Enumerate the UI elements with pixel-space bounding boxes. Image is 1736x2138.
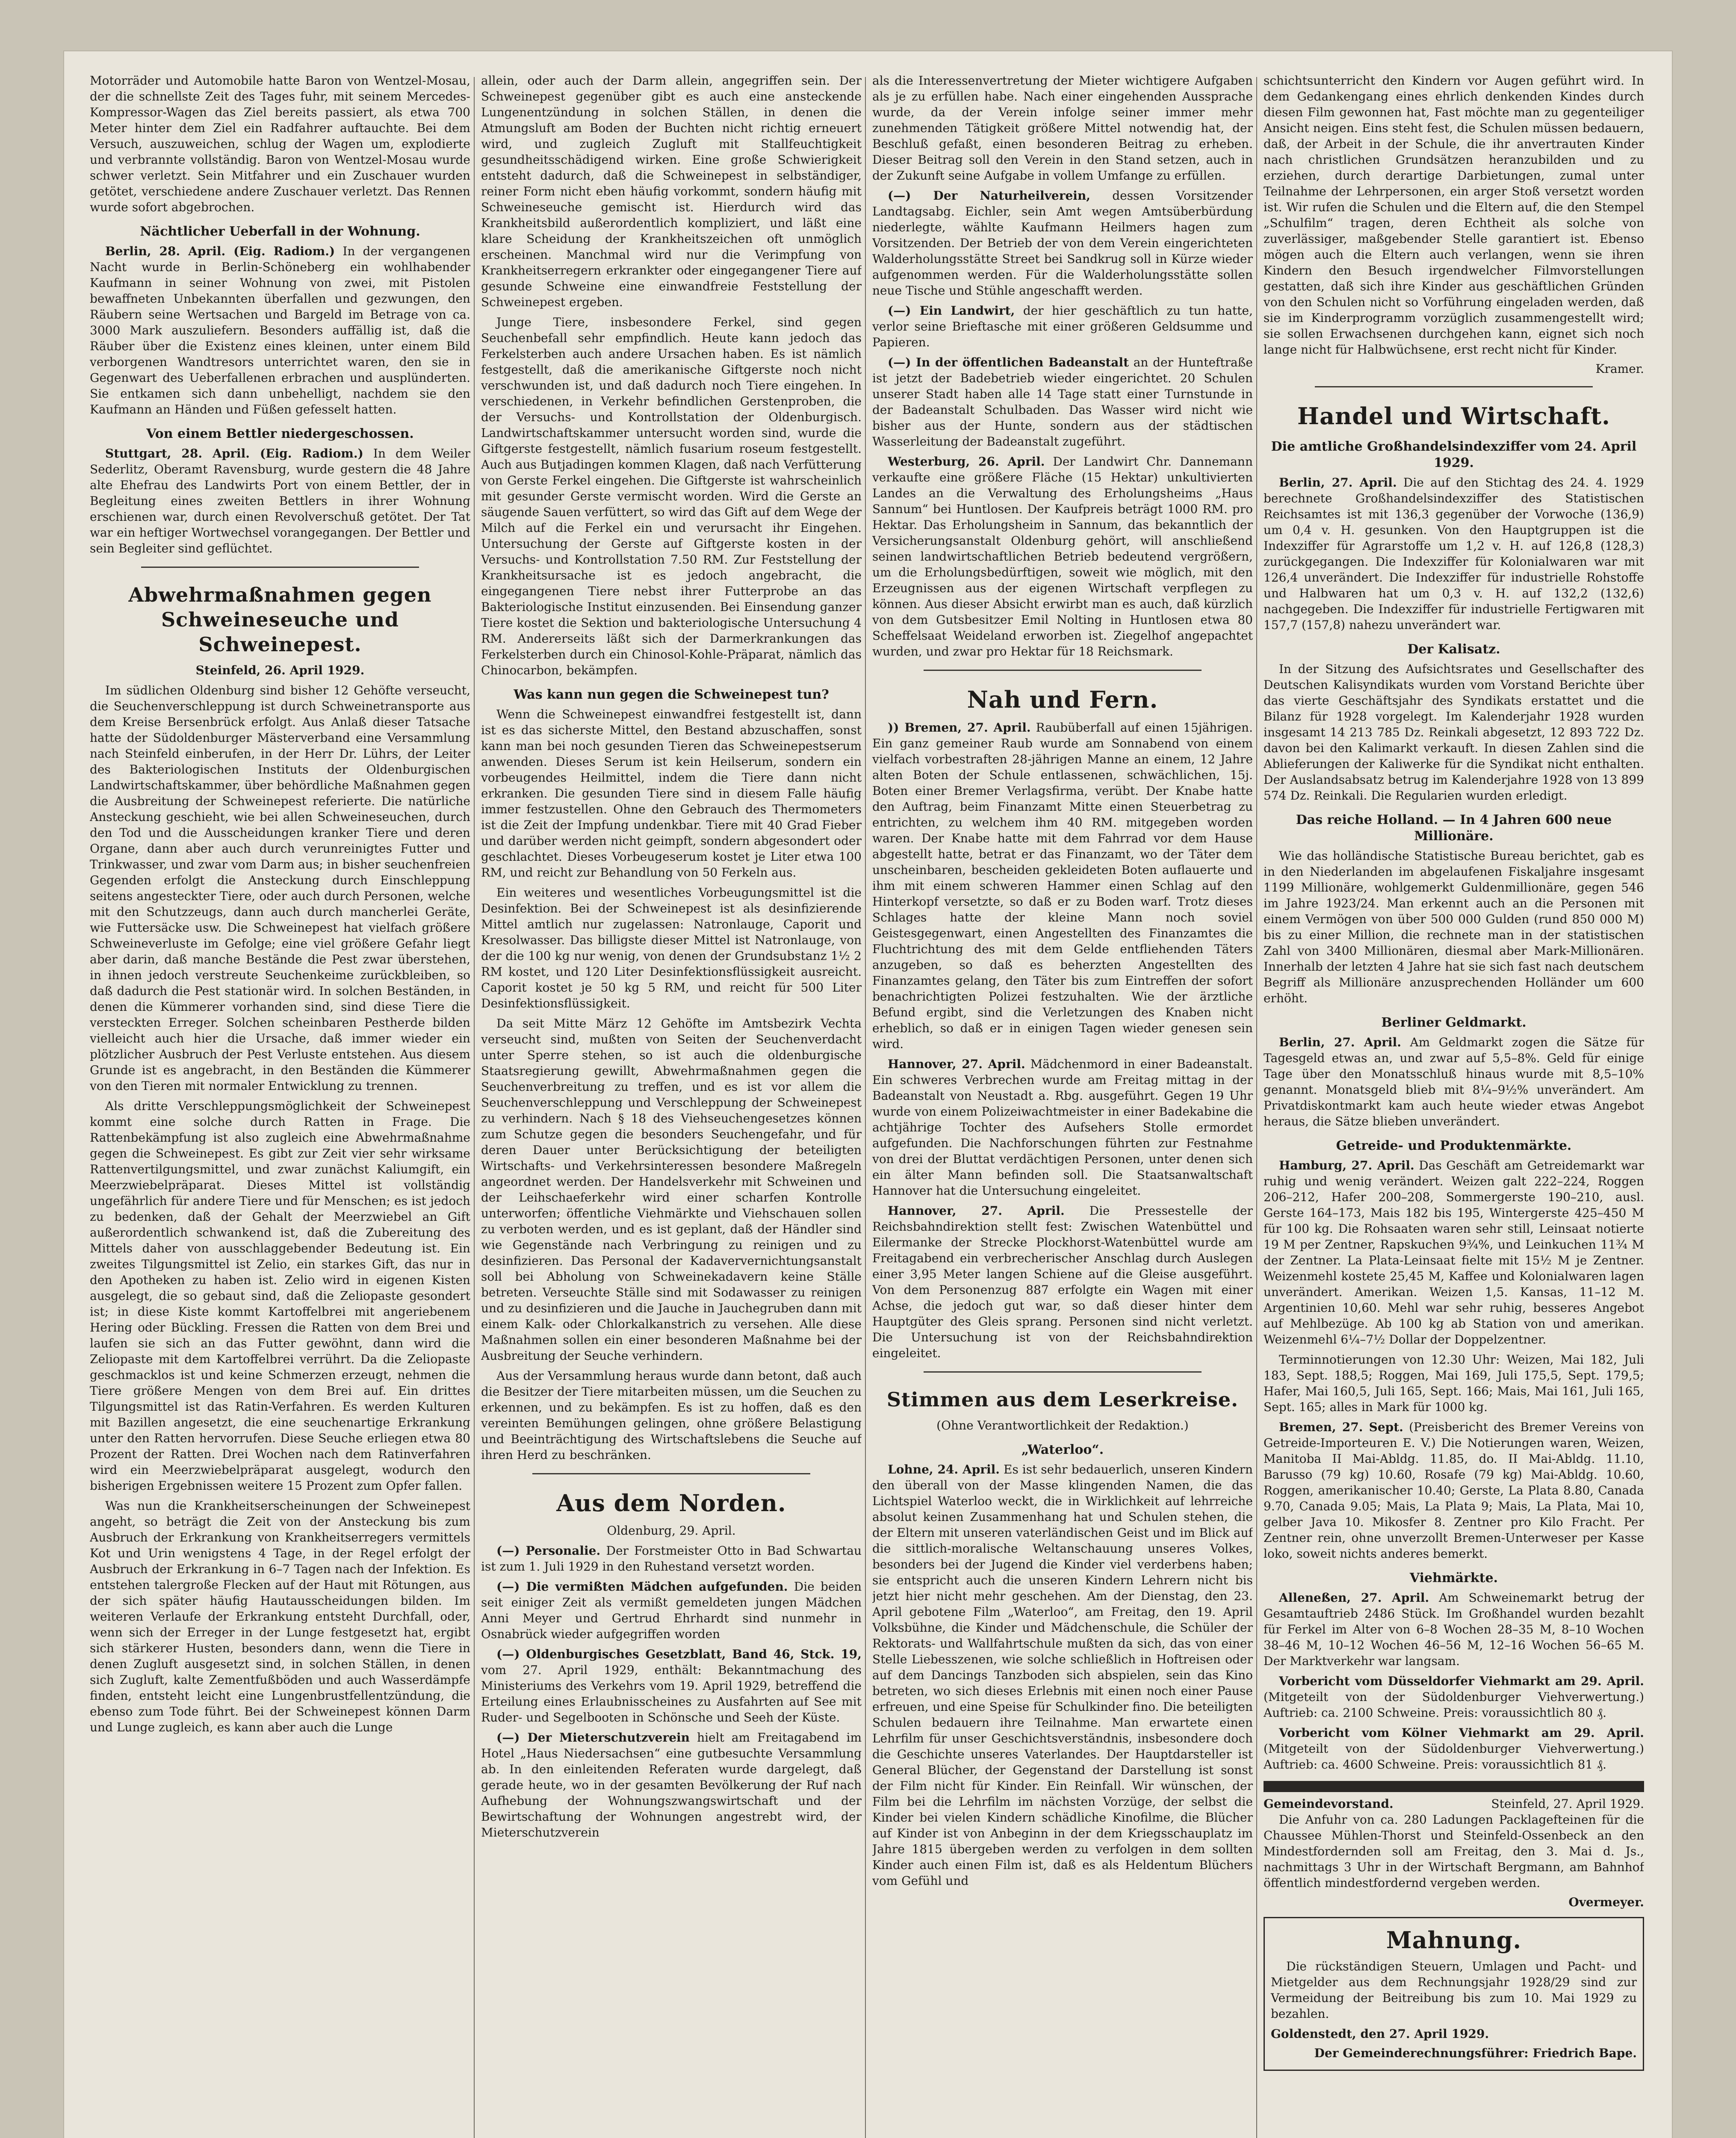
item-lead: (—) Der Mieterschutzverein [496, 1730, 690, 1745]
article-paragraph [1264, 1590, 1644, 1669]
notice-text: Die Anfuhr von ca. 280 Ladungen Packlagefteinen für die Chaussee Mühlen-Thorst und Steinfeld-Ossenbeck an den Mindestfordernden soll am Freitag, den 3. Mai d. Js., nachmittags 3 Uhr in der Wirtschaft Bergmann, am Bahnhof öffentlich mindestfordernd vergeben werden. [1264, 1813, 1644, 1890]
notice-mahnung [1264, 1917, 1644, 2071]
article-text: In dem Weiler Sederlitz, Oberamt Ravensburg, wurde gestern die 48 Jahre alte Ehefrau des Landwirts Port von einem Bettler, der in Begleitung eines zweiten Bettlers in ihrer Wohnung erschienen war, durch einen Revolverschuß getötet. Der Tat war ein heftiger Wortwechsel vorangegangen. Der Bettler und sein Begleiter sind geflüchtet. [90, 446, 470, 555]
article-paragraph: Wenn die Schweinepest einwandfrei festgestellt ist, dann ist es das sicherste Mittel, den Bestand abzuschaffen, sonst kann man bei noch gesunden Tieren das Schweinepestserum anwenden. Dieses Serum ist kein Heilserum, sondern ein vorbeugendes Heilmittel, indem die Tiere dann nicht erkranken. Die gesunden Tiere sind in diesem Falle häufig immer festzustellen. Ohne den Gebrauch des Thermometers ist die Zeit der Impfung undenkbar. Tiere mit 40 Grad Fieber und darüber werden nicht geimpft, sondern abgesondert oder geschlachtet. Dieses Vorbeugeserum kostet je Liter etwa 100 RM, und reicht zur Behandlung von 50 Ferkeln aus. [481, 707, 862, 880]
signature: Kramer. [1595, 362, 1644, 376]
dateline: Oldenburg, 29. April. [607, 1524, 736, 1538]
article-paragraph [1264, 1419, 1644, 1562]
article-text: Die beiden seit einiger Zeit als vermißt gemeldeten jungen Mädchen Anni Meyer und Gertrud Ehrhardt sind nunmehr in Osnabrück wieder aufgegriffen worden [481, 1580, 862, 1641]
article-text: (Mitgeteilt von der Südoldenburger Viehverwertung.) Auftrieb: ca. 4600 Schweine. Preis: voraussichtlich 81 ₰. [1264, 1742, 1644, 1772]
dateline: Berlin, 27. April. [1279, 475, 1397, 490]
article-paragraph [1264, 1725, 1644, 1772]
article-paragraph [481, 1646, 862, 1725]
dateline: Bremen, 27. Sept. [1279, 1420, 1403, 1434]
article-text: Es ist sehr bedauerlich, unseren Kindern den überall von der Masse klingenden Namen, die das Lichtspiel Waterloo weckt, die in Wirklichkeit auf lehrreiche absolut keinen Zusammenhang hat und Schulen stehen, die der Eltern mit unseren vaterländischen Geist und im Blick auf die sittlich-moralische Weltanschauung unseres Volkes, besonders bei der Jugend die Kinder viel verderbens haben; sie entspricht auch die unseren Kindern Lehrern nicht bis jetzt hier nicht mehr geschehen. Am der Dienstag, den 23. April gebotene Film „Waterloo“, am Freitag, den 19. April Volksbühne, die Kinder und Mädchenschule, die Schüler der Rektorats- und Wallfahrtschule mußten da sich, das von einer Stelle Liebesszenen, wie solche schließlich in Hoftreisen oder auf dem Dancings Tanzboden sich abspielen, sein das Kino betreten, wo sich dieses Erlebnis mit einen noch einer Pause erfreuen, und eine Speise für Schulkinder fino. Die beteiligten Schulen bedauern ihre Teilnahme. Man erwartete einen Lehrfilm für unser Geschichtsverständnis, insbesondere doch die Geschichte unseres Vaterlandes. Der Hauptdarsteller ist General Blücher, der Gegenstand der Darstellung ist sonst der Film nicht für Kinder. Ein Reinfall. Wir wünschen, der Film bei die Lehrfilm im nächsten Vorzüge, der selbst die Kinder bei vielen Kindern schädliche Kinofilme, die Blücher auf Kinder ist von Anbeginn in der dem Kriegsschauplatz im Jahre 1815 übergeben werden zu verfolgen in dem sollten Kinder auch einen Film ist, daß es als Heldentum Blüchers vom Gefühl und [872, 1462, 1253, 1888]
article-paragraph: Aus der Versammlung heraus wurde dann betont, daß auch die Besitzer der Tiere mitarbeiten müssen, um die Seuchen zu erkennen, und zu bekämpfen. Es ist zu hoffen, daß es den vereinten Bemühungen gelingen, ohne größere Belastigung und Beeinträchtigung des Wirtschaftslebens die Seuche auf ihren Herd zu beschränken. [481, 1369, 862, 1462]
article-paragraph [90, 446, 470, 556]
article-paragraph [1264, 1158, 1644, 1347]
newspaper-page [64, 51, 1672, 2138]
article-text: an der Hunteftraße ist jetzt der Badebetrieb wieder eingerichtet. 20 Schulen unserer Stadt haben alle 14 Tage statt einer Turnstunde in der Badeanstalt Schulbaden. Das Wasser wird nicht wie bisher aus der Hunte, sondern aus der städtischen Wasserleitung der Badeanstalt zugeführt. [872, 355, 1253, 449]
article-text: Der Forstmeister Otto in Bad Schwartau ist zum 1. Juli 1929 in den Ruhestand versetzt worden. [481, 1544, 862, 1574]
article-paragraph [90, 243, 470, 417]
column-3 [872, 73, 1253, 2138]
article-paragraph [1264, 475, 1644, 633]
dateline: Steinfeld, 26. April 1929. [195, 663, 365, 677]
article-paragraph: Da seit Mitte März 12 Gehöfte im Amtsbezirk Vechta verseucht sind, mußten von Seiten der Seuchenverdacht unter Sperre stehen, so ist auch die oldenburgische Staatsregierung gewillt, Abwehrmaßnahmen gegen die Seuchenverbreitung zu treffen, und es ist vor allem die Seuchenverschleppung und Verschleppung der Schweinepest zu verhindern. Nach § 18 des Viehseuchengesetzes können zum Schutze gegen die besonders Seuchengefahr, und für deren Dauer unter Berücksichtigung der beteiligten Wirtschafts- und Verkehrsinteressen besondere Maßregeln angeordnet werden. Der Handelsverkehr mit Schweinen und der Leihschaeferkehr wird einer scharfen Kontrolle unterworfen; öffentliche Viehmärkte und Viehschauen sollen zu verboten werden, und es ist geplant, daß der Händler sind wie Gegenstände nach Verbringung zu reinigen und zu desinfizieren. Das Personal der Kadaververnichtungsanstalt soll bei Abholung von Schweinekadavern keine Ställe betreten. Verseuchte Ställe sind mit Sodawasser zu reinigen und zu desinfizieren und die Jauche in Jauchegruben dann mit einem Kalk- oder Chlorkalkanstrich zu versehen. Alle diese Maßnahmen sollen ein einer besonderen Maßnahme bei der Ausbreitung der Seuche verhindern. [481, 1016, 862, 1363]
column-1 [90, 73, 470, 2138]
article-text: der hier geschäftlich zu tun hatte, verlor seine Brieftasche mit einer größeren Geldsumme und Papieren. [872, 304, 1253, 349]
article-text: dessen Vorsitzender Landtagsabg. Eichler, sein Amt wegen Amtsüberbürdung niederlegte, wählte Kaufmann Heilmers hagen zum Vorsitzenden. Der Betrieb der von dem Verein eingerichteten Walderholungsstätte Street bei Sandkrug soll in Kürze wieder aufgenommen werden. Für die Walderholungsstätte sollen neue Tische und Stühle angeschafft werden. [872, 189, 1253, 298]
notice-headline: Mahnung. [1386, 1926, 1522, 1954]
section-headline: Abwehrmaßnahmen gegen Schweineseuche und Schweinepest. [128, 583, 432, 656]
article-paragraph: In der Sitzung des Aufsichtsrates und Gesellschafter des Deutschen Kalisyndikats wurden vom Vorstand Berichte über das vierte Geschäftsjahr des Syndikats erstattet und die Bilanz für 1928 vorgelegt. Im Kalenderjahr 1928 wurden insgesamt 14 213 785 Dz. Reinkali abgesetzt, 12 893 722 Dz. davon bei den Kalimarkt verkauft. In diesen Zahlen sind die Ablieferungen der Kaliwerke für die Syndikat nicht enthalten. Der Auslandsabsatz betrug im Kalenderjahre 1928 von 13 899 574 Dz. Reinkali. Die Regularien wurden erledigt. [1264, 662, 1644, 803]
dateline: Hamburg, 27. April. [1279, 1158, 1414, 1172]
article-paragraph [872, 1203, 1253, 1361]
article-paragraph: Wie das holländische Statistische Bureau berichtet, gab es in den Niederlanden im abgelaufenen Fiskaljahre insgesamt 1199 Millionäre, wohlgemerkt Guldenmillionäre, gegen 546 im Jahre 1923/24. Man erkennt auch an die Personen mit einem Vermögen von über 500 000 Gulden (rund 850 000 M) bis zu einer Million, die rechnete man in der statistischen Zahl von 3400 Millionären, diesmal aber Mark-Millionären. Innerhalb der letzten 4 Jahre hat sie sich fast nach deutschem Begriff als Millionäre anzusprechenden Holländer um 600 erhöht. [1264, 849, 1644, 1005]
article-headline: Viehmärkte. [1409, 1571, 1498, 1586]
article-paragraph [872, 1056, 1253, 1199]
article-paragraph [1264, 1673, 1644, 1721]
section-divider [924, 1371, 1202, 1373]
article-text: Mädchenmord in einer Badeanstalt. Ein schweres Verbrechen wurde am Freitag mittag in der Badeanstalt von Neustadt a. Rbg. ausgeführt. Gegen 19 Uhr wurde von einem Polizeiwachtmeister in einer Badekabine die achtjährige Tochter des Aufsehers Stolle ermordet aufgefunden. Die Nachforschungen führten zur Festnahme von drei der Bluttat verdächtigen Personen, unter denen sich ein älter Mann befinden soll. Die Staatsanwaltschaft Hannover hat die Untersuchung eingeleitet. [872, 1057, 1253, 1198]
article-text: Der Landwirt Chr. Dannemann verkaufte eine größere Fläche (15 Hektar) unkultivierten Landes an die Verwaltung des Erholungsheims „Haus Sannum“ bei Huntlosen. Der Kaufpreis beträgt 1000 RM. pro Hektar. Das Erholungsheim in Sannum, das bekanntlich der Versicherungsanstalt Oldenburg gehört, will anschließend seinen landwirtschaftlichen Betrieb bedeutend vergrößern, um die Erholungsbedürftigen, soweit wie möglich, mit den Erzeugnissen aus der eigenen Wirtschaft verpflegen zu können. Aus dieser Absicht erwirbt man es auch, daß kürzlich von dem Gutsbesitzer Emil Nolting in Huntlosen etwa 80 Scheffelsaat Weideland erworben ist. Ziegelhof angepachtet wurden, und zwar pro Hektar für 18 Reichsmark. [872, 455, 1253, 659]
article-paragraph: Motorräder und Automobile hatte Baron von Wentzel-Mosau, der die schnellste Zeit des Tages fuhr, mit seinem Mercedes-Kompressor-Wagen das Ziel bereits passiert, als etwa 700 Meter hinter dem Ziel ein Radfahrer auftauchte. Bei dem Versuch, auszuweichen, schlug der Wagen um, explodierte und verbrannte vollständig. Baron von Wentzel-Mosau wurde schwer verletzt. Sein Mitfahrer und ein Zuschauer wurden getötet, verschiedene andere Zuschauer verletzt. Das Rennen wurde sofort abgebrochen. [90, 74, 470, 214]
article-headline: Von einem Bettler niedergeschossen. [146, 426, 414, 441]
article-text: (Mitgeteilt von der Südoldenburger Viehverwertung.) Auftrieb: ca. 2100 Schweine. Preis: voraussichtlich 80 ₰. [1264, 1690, 1644, 1720]
notice-bar [1264, 1781, 1644, 1792]
article-text: Am Schweinemarkt betrug der Gesamtauftrieb 2486 Stück. Im Großhandel wurden bezahlt für Ferkel im Alter von 6–8 Wochen 28–35 M, 8–10 Wochen 38–46 M, 10–12 Wochen 46–56 M, 12–16 Wochen 56–65 M. Der Marktverkehr war langsam. [1264, 1591, 1644, 1668]
item-lead: (—) Ein Landwirt, [888, 304, 1015, 318]
notice-date: Goldenstedt, den 27. April 1929. [1271, 2027, 1489, 2041]
article-paragraph: allein, oder auch der Darm allein, angegriffen sein. Der Schweinepest gegenüber gibt es auch eine ansteckende Lungenentzündung in solchen Ställen, in denen die Atmungsluft am Boden der Buchten nicht richtig erneuert wird, und zugleich Zugluft mit Stallfeuchtigkeit gesundheitsschädigend wirken. Eine große Schwierigkeit entsteht dadurch, daß die Schweinepest in selbständiger, reiner Form nicht eben häufig vorkommt, sondern häufig mit Schweineseuche gemischt ist. Hierdurch wird das Krankheitsbild außerordentlich kompliziert, und läßt eine klare Scheidung der Krankheitszeichen oft unmöglich erscheinen. Manchmal wird nur die Verimpfung von Krankheitserregern erkrankter oder eingegangener Tiere auf gesunde Schweine eine einwandfreie Feststellung der Schweinepest ergeben. [481, 74, 862, 309]
article-paragraph: als die Interessenvertretung der Mieter wichtigere Aufgaben als je zu erfüllen habe. Nach einer eingehenden Aussprache wurde, da der Verein infolge seiner immer mehr zunehmenden Tätigkeit größere Mittel notwendig hat, der Beschluß gefaßt, einen besonderen Beitrag zu erheben. Dieser Beitrag soll den Verein in den Stand setzen, auch in der Zukunft seine Aufgabe in vollem Umfange zu erfüllen. [872, 74, 1253, 183]
article-paragraph [872, 454, 1253, 659]
section-headline: Stimmen aus dem Leserkreise. [886, 1388, 1239, 1411]
column-4 [1264, 73, 1644, 2138]
item-lead: Vorbericht vom Düsseldorfer Viehmarkt am 29. April. [1279, 1674, 1644, 1688]
article-text: In der vergangenen Nacht wurde in Berlin-Schöneberg ein wohlhabender Kaufmann in seiner Wohnung von zwei, mit Pistolen bewaffneten Unbekannten überfallen und gezwungen, den Räubern seine Wertsachen und Bargeld im Betrage von ca. 3000 Mark auszuliefern. Besonders auffällig ist, daß die Räuber über die Existenz eines kleinen, unter einem Bild verborgenen Wandtresors unterrichtet waren, den sie in Gegenwart des Ueberfallenen erbrachen und ausplünderten. Sie entkamen sich dann unbehelligt, nachdem sie den Kaufmann an Händen und Füßen gefesselt hatten. [90, 244, 470, 416]
article-paragraph: Ein weiteres und wesentliches Vorbeugungsmittel ist die Desinfektion. Bei der Schweinepest ist als desinfizierende Mittel amtlich nur zugelassen: Natronlauge, Caporit und Kresolwasser. Das billigste dieser Mittel ist Natronlauge, von der die 100 kg nur wenig, von denen der Grundsubstanz 1½ 2 RM kostet, und 120 Liter Desinfektionsflüssigkeit ausreicht. Caporit kostet je 50 kg 5 RM, und reicht für 500 Liter Desinfektionsflüssigkeit. [481, 886, 862, 1010]
article-paragraph [481, 1730, 862, 1840]
section-divider [532, 1473, 810, 1474]
article-text: Am Geldmarkt zogen die Sätze für Tagesgeld etwas an, und zwar auf 5,5–8%. Geld für einige Tage über den Monatsschluß hinaus wurde mit 8,5–10% genannt. Monatsgeld blieb mit 8¼–9½% unverändert. Am Privatdiskontmarkt kam auch heute wieder etwas Angebot heraus, die Sätze blieben unverändert. [1264, 1035, 1644, 1128]
article-paragraph: Was nun die Krankheitserscheinungen der Schweinepest angeht, so beträgt die Zeit von der Ansteckung bis zum Ausbruch der Erkrankung von Krankheitserregers vermittels Kot und Urin wenigstens 4 Tage, in der Regel erfolgt der Ausbruch der Erkrankung in 6–7 Tagen nach der Infektion. Es entstehen talergroße Flecken auf der Haut mit Rötungen, aus der sich später häufig Hautausscheidungen bilden. Im weiteren Verlaufe der Erkrankung entsteht Durchfall, oder, wenn sich der Erreger in der Lunge festgesetzt hat, ergibt sich stärkerer Husten, besonders dann, wenn die Tiere in denen Zugluft ausgesetzt sind, in solchen Ställen, in denen sich Zugluft, kalte Zementfußböden und auch Wasserdämpfe finden, entsteht leicht eine Lungenbrustfellentzündung, die ebenso zum Tode führt. Bei der Schweinepest können Darm und Lunge zugleich, es kann aber auch die Lunge [90, 1499, 470, 1734]
article-paragraph [872, 188, 1253, 298]
dateline: Hannover, 27. April. [888, 1057, 1025, 1071]
column-2 [481, 73, 862, 2138]
article-text: Raubüberfall auf einen 15jährigen. Ein ganz gemeiner Raub wurde am Sonnabend von einem vielfach vorbestraften 28-jährigen Manne an einem, 12 Jahre alten Boten der Schule entlassenen, schwächlichen, 15j. Boten einer Bremer Verlagsfirma, verübt. Der Knabe hatte den Auftrag, beim Finanzamt Mitte einen Steuerbetrag zu entrichten, zu welchem ihm 40 RM. mitgegeben worden waren. Der Knabe hatte mit dem Fahrrad vor dem Hause abgestellt hatte, betrat er das Finanzamt, wo der Täter dem unscheinbaren, bescheiden gekleideten Boten auflauerte und ihm mit einem schweren Hammer einen Schlag auf den Hinterkopf versetzte, so daß er zu Boden warf. Trotz dieses Schlages hatte der kleine Mann noch soviel Geistesgegenwart, einen Angestellten des Finanzamtes die Fluchtrichtung des mit dem Gelde entfliehenden Täters anzugeben, so daß es beherzten Angestellten des Finanzamtes gelang, den Täter bis zum Eintreffen der sofort benachrichtigten Polizei festzuhalten. Wie der ärztliche Befund ergibt, sind die Verletzungen des Knaben nicht erheblich, so daß er in einigen Tagen wieder genesen sein wird. [872, 721, 1253, 1051]
item-lead: (—) Der Naturheilverein, [888, 189, 1091, 203]
article-paragraph [481, 1543, 862, 1574]
notice-text: Die rückständigen Steuern, Umlagen und Pacht- und Mietgelder aus dem Rechnungsjahr 1928/29 sind zur Vermeidung der Beitreibung bis zum 10. Mai 1929 zu bezahlen. [1271, 1959, 1637, 2021]
article-text: hielt am Freitagabend im Hotel „Haus Niedersachsen“ eine gutbesuchte Versammlung ab. In den einleitenden Referaten wurde dargelegt, daß gerade heute, wo in der gesamten Bevölkerung der Ruf nach Aufhebung der Wohnungszwangswirtschaft und der Bewirtschaftung der Wohnungen angestrebt wird, der Mieterschutzverein [481, 1730, 862, 1840]
article-paragraph: Im südlichen Oldenburg sind bisher 12 Gehöfte verseucht, die Seuchenverschleppung ist durch Schweinetransporte aus dem Kreise Bersenbrück erfolgt. Aus Anlaß dieser Tatsache hatte der Südoldenburger Mästerverband eine Versammlung nach Steinfeld einberufen, in der Herr Dr. Lührs, der Leiter des Bakteriologischen Instituts der Oldenburgischen Landwirtschaftskammer, über behördliche Maßnahmen gegen die Ausbreitung der Schweinepest referierte. Die natürliche Ansteckung geschieht, wie bei allen Schweineseuchen, durch den Tod und die Ausscheidungen kranker Tiere und deren Organe, dann aber auch durch verunreinigtes Futter und Trinkwasser, und zwar vom Darm aus; in bisher seuchenfreien Gegenden erfolgt die Ansteckung durch Einschleppung seitens angesteckter Tiere, oder auch durch Personen, welche mit den Schutzzeugs, dann auch durch mancherlei Geräte, wie Futtersäcke usw. Die Schweinepest hat vielfach größere Schweineverluste im Gefolge; eine viel größere Gefahr liegt aber darin, daß manche Bestände die Pest zwar überstehen, in ihnen jedoch verstreute Seuchenkeime zurückbleiben, so daß dadurch die Pest stationär wird. In solchen Beständen, in denen die Kümmerer vorhanden sind, sind diese Tiere die versteckten Erreger. Solchen scheinbaren Pestherde bilden vielleicht auch hier die Ursache, daß immer wieder ein plötzlicher Ausbruch der Pest Verluste entstehen. Aus diesem Grunde ist es angebracht, in den Beständen die Kümmerer von den Tieren mit normaler Entwicklung zu trennen. [90, 683, 470, 1093]
dateline: Stuttgart, 28. April. (Eig. Radiom.) [105, 446, 363, 461]
editorial-note: (Ohne Verantwortlichkeit der Redaktion.) [936, 1418, 1189, 1432]
section-headline: Aus dem Norden. [556, 1489, 786, 1517]
column-rule [474, 77, 475, 2138]
article-headline: Berliner Geldmarkt. [1381, 1015, 1526, 1030]
article-paragraph: Terminnotierungen von 12.30 Uhr: Weizen, Mai 182, Juli 183, Sept. 188,5; Roggen, Mai 169, Juli 175,5, Sept. 179,5; Hafer, Mai 160,5, Juli 165, Sept. 166; Mais, Mai 161, Juli 165, Sept. 165; alles in Mark für 1000 kg. [1264, 1352, 1644, 1414]
article-headline: Nächtlicher Ueberfall in der Wohnung. [140, 224, 420, 239]
article-paragraph: Junge Tiere, insbesondere Ferkel, sind gegen Seuchenbefall sehr empfindlich. Heute kann jedoch das Ferkelsterben auch andere Ursachen haben. Es ist nämlich festgestellt, daß die amerikanische Giftgerste noch nicht verschwunden ist, und daß dadurch noch Tiere eingehen. In verschiedenen, in Verkehr befindlichen Gerstenproben, die der Versuchs- und Kontrollstation der Oldenburgisch. Landwirtschaftskammer untersucht worden sind, wurde die Giftgerste festgestellt, nämlich fusarium roseum festgestellt. Auch aus Butjadingen kommen Klagen, daß nach Verfütterung von Gerste Ferkel eingehen. Die Giftgerste ist wahrscheinlich mit gesunder Gerste vermischt worden. Wird die Gerste an säugende Sauen verfüttert, so wird das Gift auf dem Wege der Milch auf die Ferkel ein und verursacht ihr Eingehen. Untersuchung der Gerste auf Giftgerste kosten in der Versuchs- und Kontrollstation 7.50 RM. Zur Feststellung der Krankheitsursache ist es jedoch angebracht, die eingegangenen Tiere nebst ihrer Futterprobe an das Bakteriologische Institut einzusenden. Bei Einsendung ganzer Tiere kostet die Sektion und bakteriologische Untersuchung 4 RM. Andererseits läßt sich der Darmerkrankungen das Ferkelsterben durch ein Chinosol-Kohle-Präparat, nämlich das Chinocarbon, bekämpfen. [481, 315, 862, 677]
article-text: Das Geschäft am Getreidemarkt war ruhig und wenig verändert. Weizen galt 222–224, Roggen 206–212, Hafer 200–208, Sommergerste 190–210, ausl. Gerste 164–173, Mais 182 bis 195, Wintergerste 425–450 M für 100 kg. Die Rohsaaten waren sehr still, Leinsaat notierte 19 M per Zentner, Rapskuchen 9¾%, und Leinkuchen 11¾ M der Zentner. La Plata-Leinsaat fielte mit 15½ M je Zentner. Weizenmehl kostete 25,45 M, Kaffee und Kolonialwaren lagen unverändert. Amerikan. Weizen 1,5. Kansas, 11–12 M. Argentinien 10,60. Mehl war sehr ruhig, besseres Angebot auf Mehlbezüge. Ab 100 kg ab Station von und amerikan. Weizenmehl 6¼–7½ Dollar der Doppelzentner. [1264, 1158, 1644, 1347]
article-headline: „Waterloo“. [1021, 1442, 1104, 1457]
section-headline: Handel und Wirtschaft. [1297, 402, 1610, 430]
article-text: (Preisbericht des Bremer Vereins von Getreide-Importeuren E. V.) Die Notierungen waren, Weizen, Manitoba II Mai-Abldg. 11.85, do. II Mai-Abldg. 11.10, Barusso (79 kg) 10.60, Rosafe (79 kg) Mai-Abldg. 10.60, Roggen, amerikanischer 10.40; Gerste, La Plata 8.80, Canada 9.70, Canada 9.05; Mais, La Plata 9; Mais, La Plata, Mai 10, gelber Java 10. Mikosfer 8. Zentner pro Kilo Fracht. Per Zentner rein, ohne unverzollt Bremen-Unterweser per Kasse loko, soweit nichts anderes bemerkt. [1264, 1420, 1644, 1561]
article-paragraph [872, 720, 1253, 1052]
notice-title: Gemeindevorstand. [1264, 1797, 1394, 1811]
column-rule [1256, 77, 1257, 2138]
dateline: Hannover, 27. April. [888, 1204, 1065, 1218]
section-divider [141, 567, 419, 568]
article-headline: Was kann nun gegen die Schweinepest tun? [514, 687, 829, 702]
item-lead: (—) Die vermißten Mädchen aufgefunden. [496, 1580, 788, 1594]
column-rule [865, 77, 866, 2138]
notice-date: Steinfeld, 27. April 1929. [1491, 1797, 1644, 1811]
notice-header [1264, 1796, 1644, 1812]
article-headline: Die amtliche Großhandelsindexziffer vom 24. April 1929. [1271, 439, 1637, 470]
section-divider [924, 670, 1202, 671]
notice-signature: Der Gemeinderechnungsführer: Friedrich Bape. [1314, 2046, 1637, 2060]
dateline: Lohne, 24. April. [888, 1462, 1000, 1477]
item-lead: (—) Personalie. [496, 1544, 601, 1558]
article-paragraph [872, 1462, 1253, 1889]
section-headline: Nah und Fern. [967, 686, 1158, 713]
article-paragraph [1264, 1034, 1644, 1129]
article-paragraph [481, 1579, 862, 1642]
article-text: vom 27. April 1929, enthält: Bekanntmachung des Ministeriums des Verkehrs vom 19. April 1929, betreffend die Erteilung eines Erlaubnisscheines zu Ausfahrten auf See mit Ruder- und Segelbooten in Schönsche und Seeh der Küste. [481, 1663, 862, 1725]
article-text: Die auf den Stichtag des 24. 4. 1929 berechnete Großhandelsindexziffer des Statistischen Reichsamtes ist mit 136,3 gegenüber der Vorwoche (136,9) um 0,4 v. H. gesunken. Von den Hauptgruppen ist die Indexziffer für Agrarstoffe um 1,2 v. H. auf 126,8 (128,3) zurückgegangen. Die Indexziffer für Kolonialwaren war mit 126,4 unverändert. Die Indexziffer für industrielle Rohstoffe und Halbwaren hat um 0,3 v. H. auf 132,2 (132,6) nachgegeben. Die Indexziffer für industrielle Fertigwaren mit 157,7 (157,8) nahezu unverändert war. [1264, 475, 1644, 632]
article-headline: Getreide- und Produktenmärkte. [1336, 1138, 1572, 1153]
article-paragraph: schichtsunterricht den Kindern vor Augen geführt wird. In dem Gedankengang eines ehrlich denkenden Kindes durch diesen Film gewonnen hat, Fast möchte man zu gegenteiliger Ansicht neigen. Eins steht fest, die Schulen müssen bedauern, daß, der Arbeit in der Schule, die ihr anvertrauten Kinder nach christlichen Grundsätzen heranzubilden und zu erziehen, durch derartige Darbietungen, zumal unter Teilnahme der Lehrpersonen, ein arger Stoß versetzt worden ist. Wir rufen die Schulen und die Eltern auf, die den Stempel „Schulfilm“ tragen, deren Echtheit als solche von zuverlässiger, maßgebender Stelle garantiert ist. Ebenso mögen auch die Eltern auch verlangen, wenn sie ihren Kindern den Besuch irgendwelcher Filmvorstellungen gestatten, daß sich ihre Kinder aus geschäftlichen Gründen von den Schulen nicht so Vorführung eingeladen werden, daß sie im Kinderprogramm vorzüglich zusammengestellt wird; sie sollen Erwachsenen durchgehen kann, eignet sich noch lange nicht für Halbwüchsene, erst recht nicht für Kinder. [1264, 74, 1644, 357]
dateline: Westerburg, 26. April. [888, 455, 1045, 469]
dateline: Berlin, 27. April. [1279, 1035, 1402, 1049]
article-paragraph [872, 303, 1253, 350]
dateline: Alleneßen, 27. April. [1279, 1591, 1429, 1605]
article-text: Die Pressestelle der Reichsbahndirektion stellt fest: Zwischen Watenbüttel und Eilermanke der Strecke Plockhorst-Watenbüttel wurde am Freitagabend ein verbrecherischer Anschlag durch Auslegen einer 3,95 Meter langen Schiene auf die Gleise ausgeführt. Von dem Personenzug 887 erfolgte ein Wagen mit einer Achse, die jedoch gut war, so daß dieser hinter dem Hauptgüter des Gleis sprang. Personen sind nicht verletzt. Die Untersuchung ist von der Reichsbahndirektion eingeleitet. [872, 1204, 1253, 1360]
article-headline: Das reiche Holland. — In 4 Jahren 600 neue Millionäre. [1296, 812, 1612, 844]
item-lead: (—) In der öffentlichen Badeanstalt [888, 355, 1129, 369]
item-lead: Vorbericht vom Kölner Viehmarkt am 29. April. [1279, 1726, 1644, 1740]
article-paragraph: Als dritte Verschleppungsmöglichkeit der Schweinepest kommt eine solche durch Ratten in Frage. Die Rattenbekämpfung ist also zugleich eine Abwehrmaßnahme gegen die Schweinepest. Es gibt zur Zeit vier sehr wirksame Rattenvertilgungsmittel, und zwar zunächst Kaliumgift, ein Meerzwiebelpräparat. Dieses Mittel ist vollständig ungefährlich für andere Tiere und für Menschen; es ist jedoch zu bedenken, daß der Gehalt der Meerzwiebel an Gift außerordentlich schwankend ist, daß die Zubereitung des Mittels daher von ausschlaggebender Bedeutung ist. Ein zweites Tilgungsmittel ist Zelio, ein starkes Gift, das nur in den Apotheken zu haben ist. Zelio wird in eigenen Kisten ausgelegt, die so gebaut sind, daß die Zeliopaste gesondert ist; in diese Kiste kommt Kartoffelbrei mit angeriebenem Hering oder Bückling. Fressen die Ratten von dem Brei und laufen sie sich an das Futter gewöhnt, dann wird die Zeliopaste mit dem Kartoffelbrei verrührt. Da die Zeliopaste geschmacklos ist und keine Schmerzen erzeugt, nehmen die Tiere größere Mengen von dem Brei auf. Ein drittes Tilgungsmittel ist das Ratin-Verfahren. Es werden Kulturen mit Bazillen angesetzt, die eine seuchenartige Erkrankung unter den Ratten hervorrufen. Diese Seuche erliegen etwa 80 Prozent der Ratten. Drei Wochen nach dem Ratinverfahren wird ein Meerzwiebelpräparat ausgelegt, wodurch den bisherigen Ergebnissen weitere 15 Prozent zum Opfer fallen. [90, 1099, 470, 1493]
section-divider [1315, 386, 1593, 387]
dateline: )) Bremen, 27. April. [888, 721, 1031, 735]
dateline: Berlin, 28. April. (Eig. Radiom.) [105, 244, 335, 258]
article-paragraph [872, 354, 1253, 449]
notice-signature: Overmeyer. [1568, 1895, 1644, 1909]
notice-gemeindevorstand [1264, 1796, 1644, 1909]
item-lead: (—) Oldenburgisches Gesetzblatt, Band 46, Stck. 19, [496, 1647, 862, 1661]
article-headline: Der Kalisatz. [1407, 642, 1500, 657]
